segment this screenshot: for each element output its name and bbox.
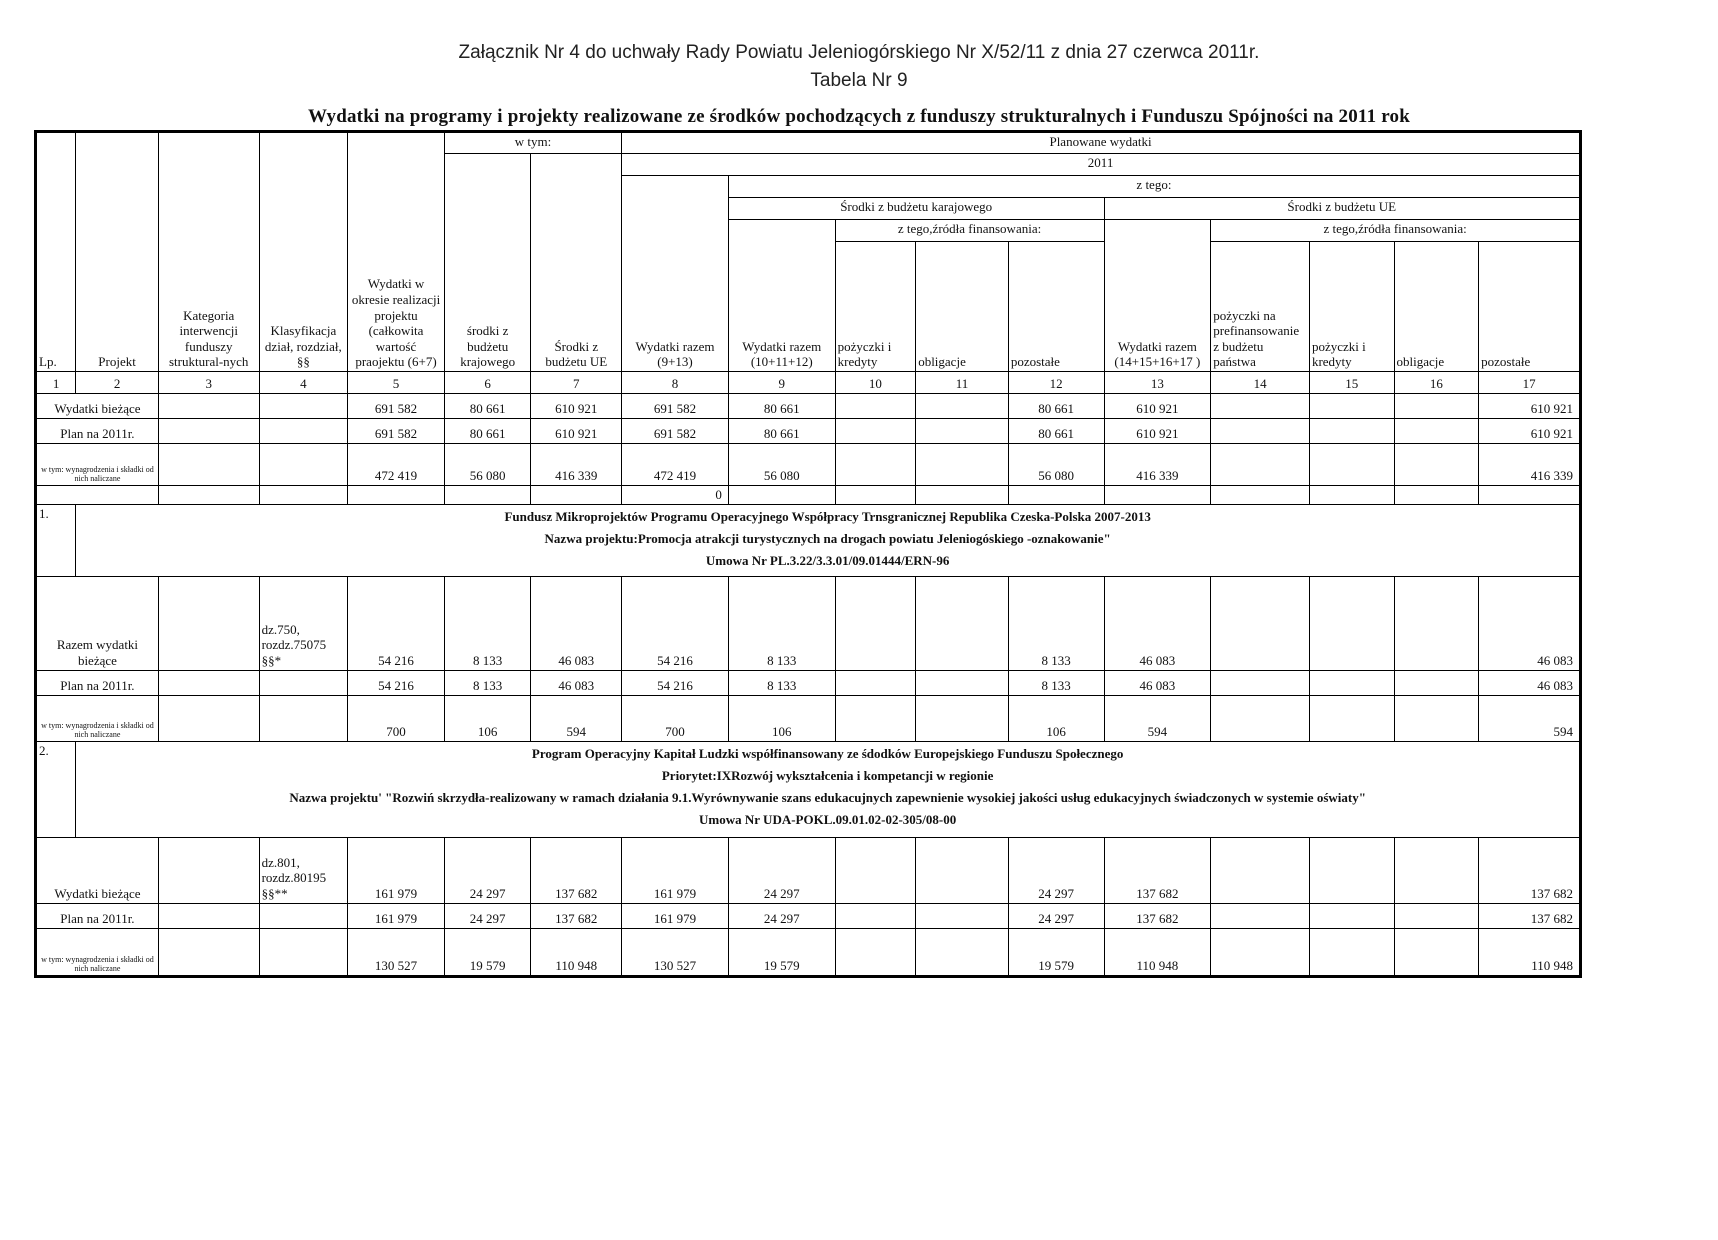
section-line: Nazwa projektu' "Rozwiń skrzydła-realizowany w ramach działania 9.1.Wyrównywanie szans edukacujnych zapewnienie wysokiej jakości usług edukacyjnych świadczonych w systemie oświaty" — [289, 789, 1366, 805]
cell-c9: 8 133 — [728, 576, 835, 670]
cell-c13: 46 083 — [1104, 670, 1211, 695]
cell-c17: 416 339 — [1479, 444, 1581, 486]
col-number: 9 — [728, 372, 835, 394]
expenditure-table — [34, 130, 1582, 978]
cell-c17: 46 083 — [1479, 670, 1581, 695]
section-lp: 2. — [36, 741, 76, 837]
table-number: Tabela Nr 9 — [810, 70, 908, 91]
section-line: Fundusz Mikroprojektów Programu Operacyjnego Współpracy Trnsgranicznej Republika Czeska-Polska 2007-2013 — [504, 508, 1151, 524]
cell-c12: 56 080 — [1008, 444, 1104, 486]
cell-c6: 8 133 — [444, 576, 531, 670]
col-number: 6 — [444, 372, 531, 394]
cell-c8: 472 419 — [622, 444, 729, 486]
cell-c9: 106 — [728, 695, 835, 741]
table-row — [36, 837, 1581, 903]
cell-c9: 24 297 — [728, 837, 835, 903]
cell-c13: 594 — [1104, 695, 1211, 741]
col-budzet-ue-header: Środki z budżetu UE — [1104, 198, 1581, 220]
table-row — [36, 928, 1581, 976]
cell-c7: 137 682 — [531, 903, 622, 928]
cell-c13: 46 083 — [1104, 576, 1211, 670]
col-number: 3 — [158, 372, 259, 394]
section-header — [36, 741, 1581, 837]
row-label: Plan na 2011r. — [36, 903, 159, 928]
row-label: Wydatki bieżące — [36, 394, 159, 419]
col-number: 16 — [1394, 372, 1479, 394]
row-label: Wydatki bieżące — [36, 837, 159, 903]
cell-c13: 110 948 — [1104, 928, 1211, 976]
col-number: 1 — [36, 372, 76, 394]
row-label: Plan na 2011r. — [36, 419, 159, 444]
cell-c6: 80 661 — [444, 419, 531, 444]
cell-c8: 700 — [622, 695, 729, 741]
col-z-tego-header: z tego: — [728, 176, 1580, 198]
cell-c8: 54 216 — [622, 670, 729, 695]
section-line: Priorytet:IXRozwój wykształcenia i kompetancji w regionie — [661, 767, 994, 783]
cell-c5: 161 979 — [348, 903, 445, 928]
cell-c7: 110 948 — [531, 928, 622, 976]
cell-c12: 24 297 — [1008, 837, 1104, 903]
cell-c17: 137 682 — [1479, 837, 1581, 903]
cell-c9: 80 661 — [728, 394, 835, 419]
col-number: 12 — [1008, 372, 1104, 394]
cell-c7: 46 083 — [531, 576, 622, 670]
cell-c5: 54 216 — [348, 670, 445, 695]
col-klasyfikacja-header: Klasyfikacja dział, rozdział, §§ — [259, 132, 348, 372]
col-zrodla-kraj-header: z tego,źródła finansowania: — [835, 220, 1104, 242]
cell-c5: 700 — [348, 695, 445, 741]
section-lp: 1. — [36, 504, 76, 576]
col-number: 15 — [1309, 372, 1394, 394]
cell-c17: 610 921 — [1479, 394, 1581, 419]
cell-c6: 19 579 — [444, 928, 531, 976]
cell-c5: 54 216 — [348, 576, 445, 670]
col-number: 8 — [622, 372, 729, 394]
row-label: Razem wydatki bieżące — [36, 576, 159, 670]
section-line: Umowa Nr PL.3.22/3.3.01/09.01444/ERN-96 — [705, 552, 950, 568]
cell-c12: 80 661 — [1008, 419, 1104, 444]
col-lp-header: Lp. — [36, 132, 76, 372]
table-row — [36, 576, 1581, 670]
cell-c9: 80 661 — [728, 419, 835, 444]
cell-c12: 80 661 — [1008, 394, 1104, 419]
table-row — [36, 695, 1581, 741]
cell-c6: 80 661 — [444, 394, 531, 419]
col-srodki-ue-header: Środki z budżetu UE — [531, 154, 622, 372]
cell-c7: 594 — [531, 695, 622, 741]
col-pozostale-header: pozostałe — [1008, 242, 1104, 372]
col-rok-header: 2011 — [622, 154, 1581, 176]
cell-c7: 416 339 — [531, 444, 622, 486]
zero-cell: 0 — [622, 486, 729, 505]
cell-c13: 416 339 — [1104, 444, 1211, 486]
col-pozyczki-ue-header: pożyczki i kredyty — [1309, 242, 1394, 372]
col-budzet-krajowy-header: Środki z budżetu karajowego — [728, 198, 1104, 220]
cell-c7: 610 921 — [531, 419, 622, 444]
cell-c12: 106 — [1008, 695, 1104, 741]
cell-c7: 137 682 — [531, 837, 622, 903]
cell-c7: 610 921 — [531, 394, 622, 419]
cell-c8: 54 216 — [622, 576, 729, 670]
cell-c17: 594 — [1479, 695, 1581, 741]
table-row — [36, 419, 1581, 444]
col-number: 14 — [1211, 372, 1310, 394]
row-label: w tym: wynagrodzenia i składki od nich naliczane — [36, 444, 159, 486]
cell-c9: 56 080 — [728, 444, 835, 486]
col-number: 4 — [259, 372, 348, 394]
cell-c5: 130 527 — [348, 928, 445, 976]
cell-c13: 610 921 — [1104, 419, 1211, 444]
cell-c6: 24 297 — [444, 837, 531, 903]
row-label: Plan na 2011r. — [36, 670, 159, 695]
section-line: Nazwa projektu:Promocja atrakcji turystycznych na drogach powiatu Jeleniogóskiego -oznakowanie" — [544, 530, 1111, 546]
cell-c5: 161 979 — [348, 837, 445, 903]
table-row — [36, 444, 1581, 486]
cell-c9: 8 133 — [728, 670, 835, 695]
col-number: 11 — [916, 372, 1009, 394]
cell-c6: 8 133 — [444, 670, 531, 695]
cell-c13: 610 921 — [1104, 394, 1211, 419]
cell-c8: 691 582 — [622, 394, 729, 419]
section-header — [36, 504, 1581, 576]
col-pozyczki-prefin-header: pożyczki na prefinansowanie z budżetu państwa — [1211, 242, 1310, 372]
col-kategoria-header: Kategoria interwencji funduszy struktural-nych — [158, 132, 259, 372]
cell-c6: 56 080 — [444, 444, 531, 486]
section-title — [76, 504, 1581, 576]
cell-c12: 24 297 — [1008, 903, 1104, 928]
cell-c7: 46 083 — [531, 670, 622, 695]
cell-c13: 137 682 — [1104, 903, 1211, 928]
col-obligacje-header: obligacje — [916, 242, 1009, 372]
cell-c17: 137 682 — [1479, 903, 1581, 928]
table-row — [36, 394, 1581, 419]
col-number: 2 — [76, 372, 159, 394]
klasyfikacja-cell: dz.750, rozdz.75075 §§* — [259, 576, 348, 670]
col-number: 17 — [1479, 372, 1581, 394]
column-numbers-row — [36, 372, 1581, 394]
col-wydatki-razem-ue-header: Wydatki razem (14+15+16+17 ) — [1104, 220, 1211, 372]
col-number: 5 — [348, 372, 445, 394]
cell-c5: 691 582 — [348, 394, 445, 419]
col-planowane-header: Planowane wydatki — [622, 132, 1581, 154]
table-row — [36, 486, 1581, 505]
cell-c8: 161 979 — [622, 903, 729, 928]
col-number: 10 — [835, 372, 916, 394]
cell-c8: 691 582 — [622, 419, 729, 444]
col-zrodla-ue-header: z tego,źródła finansowania: — [1211, 220, 1581, 242]
cell-c6: 106 — [444, 695, 531, 741]
col-number: 13 — [1104, 372, 1211, 394]
section-title — [76, 741, 1581, 837]
cell-c13: 137 682 — [1104, 837, 1211, 903]
cell-c17: 110 948 — [1479, 928, 1581, 976]
cell-c5: 691 582 — [348, 419, 445, 444]
document-title: Wydatki na programy i projekty realizowane ze środków pochodzących z funduszy strukturalnych i Funduszu Spójności na 2011 rok — [308, 106, 1410, 127]
cell-c9: 19 579 — [728, 928, 835, 976]
cell-c6: 24 297 — [444, 903, 531, 928]
cell-c17: 46 083 — [1479, 576, 1581, 670]
col-w-tym-header: w tym: — [444, 132, 621, 154]
cell-c17: 610 921 — [1479, 419, 1581, 444]
col-wydatki-razem-header: Wydatki razem (9+13) — [622, 176, 729, 372]
cell-c9: 24 297 — [728, 903, 835, 928]
cell-c12: 8 133 — [1008, 670, 1104, 695]
row-label: w tym: wynagrodzenia i składki od nich naliczane — [36, 695, 159, 741]
klasyfikacja-cell: dz.801, rozdz.80195 §§** — [259, 837, 348, 903]
attachment-header: Załącznik Nr 4 do uchwały Rady Powiatu Jeleniogórskiego Nr X/52/11 z dnia 27 czerwca 2011r. — [458, 42, 1260, 63]
row-label: w tym: wynagrodzenia i składki od nich naliczane — [36, 928, 159, 976]
col-pozostale-ue-header: pozostałe — [1479, 242, 1581, 372]
section-line: Umowa Nr UDA-POKL.09.01.02-02-305/08-00 — [699, 811, 957, 827]
cell-c12: 19 579 — [1008, 928, 1104, 976]
cell-c8: 161 979 — [622, 837, 729, 903]
col-srodki-krajowe-header: środki z budżetu krajowego — [444, 154, 531, 372]
cell-c5: 472 419 — [348, 444, 445, 486]
col-wydatki-okres-header: Wydatki w okresie realizacji projektu (całkowita wartość praojektu (6+7) — [348, 132, 445, 372]
cell-c8: 130 527 — [622, 928, 729, 976]
col-obligacje-ue-header: obligacje — [1394, 242, 1479, 372]
section-line: Program Operacyjny Kapitał Ludzki współfinansowany ze śdodków Europejskiego Funduszu Społecznego — [531, 745, 1124, 761]
col-projekt-header: Projekt — [76, 132, 159, 372]
col-number: 7 — [531, 372, 622, 394]
cell-c12: 8 133 — [1008, 576, 1104, 670]
table-row — [36, 670, 1581, 695]
col-wydatki-razem-kraj-header: Wydatki razem (10+11+12) — [728, 220, 835, 372]
col-pozyczki-header: pożyczki i kredyty — [835, 242, 916, 372]
table-row — [36, 903, 1581, 928]
